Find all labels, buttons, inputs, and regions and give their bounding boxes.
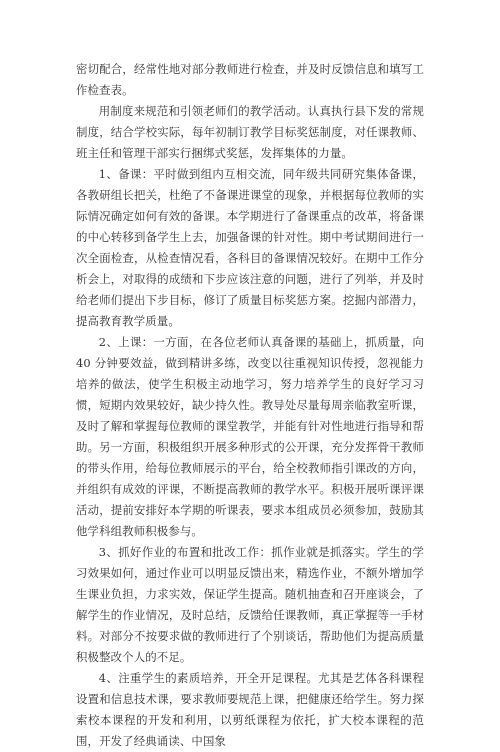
document-body: [76, 59, 424, 752]
paragraph-homework: 3、抓好作业的布置和批改工作：抓作业就是抓落实。学生的学习效果如何，通过作业可以明显反馈出来，精选作业，不额外增加学生课业负担，力求实效，保证学生提高。随机抽查和召开座谈会，了解学生的作业情况，及时总结，反馈给任课教师，真正掌握等一手材料。对部分不按要求做的教师进行了个别谈话，帮助他们为提高质量积极整改个人的不足。: [76, 545, 424, 664]
paragraph-lesson-preparation: 1、备课：平时做到组内互相交流，同年级共同研究集体备课，各教研组长把关，杜绝了不备课进课堂的现象，并根据每位教师的实际情况确定如何有效的备课。本学期进行了备课重点的改革，将备课的中心转移到备学生上去，加强备课的针对性。期中考试期间进行一次全面检查，从检查情况看，各科目的备课情况较好。在期中工作分析会上，对取得的成绩和下步应该注意的问题，进行了列举，并及时给老师们提出下步目标，修订了质量目标奖惩方案。挖掘内部潜力，提高教育教学质量。: [76, 167, 424, 328]
paragraph-quality-education: 4、注重学生的素质培养，开全开足课程。尤其是艺体各科课程设置和信息技术课，要求教师要规范上课，把健康还给学生。努力探索校本课程的开发和利用，以剪纸课程为依托，扩大校本课程的范围，开发了经典诵读、中国象: [76, 671, 424, 748]
paragraph-system-rules: 用制度来规范和引领老师们的教学活动。认真执行县下发的常规制度，结合学校实际，每年初制订教学目标奖惩制度，对任课教师、班主任和管理干部实行捆绑式奖惩，发挥集体的力量。: [76, 104, 424, 160]
paragraph-continuation: 密切配合，经常性地对部分教师进行检查，并及时反馈信息和填写工作检查表。: [76, 62, 424, 97]
paragraph-classroom-teaching: 2、上课：一方面，在各位老师认真备课的基础上，抓质量，向 40 分钟要效益，做到精讲多练，改变以往重视知识传授，忽视能力培养的做法，使学生积极主动地学习，努力培养学生的良好学习习惯，短期内效果较好，缺少持久性。教导处尽量每周亲临教室听课，及时了解和掌握每位教师的课堂教学，并能有针对性地进行指导和帮助。另一方面，积极组织开展多种形式的公开课，充分发挥骨干教师的带头作用，给每位教师展示的平台，给全校教师指引课改的方向，并组织有成效的评课，不断提高教师的教学水平。积极开展听课评课活动，提前安排好本学期的听课表，要求本组成员必须参加，鼓励其他学科组教师积极参与。: [76, 335, 424, 538]
